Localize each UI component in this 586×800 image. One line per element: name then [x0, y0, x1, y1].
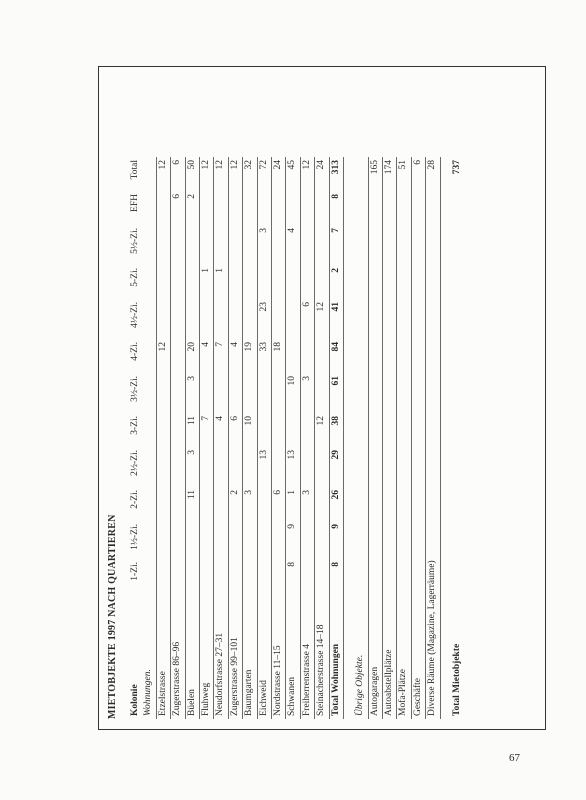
table-cell: [156, 447, 170, 487]
table-cell: [200, 521, 214, 559]
table-cell: 3: [257, 225, 271, 265]
row-label: Nordstrasse 11–15: [272, 593, 286, 719]
table-cell: [272, 265, 286, 299]
table-cell: 1: [200, 265, 214, 299]
table-cell: [300, 265, 314, 299]
table-cell: [228, 373, 242, 413]
page-title: MIETOBJEKTE 1997 NACH QUARTIEREN: [107, 514, 118, 719]
col-header: 3-Zi.: [130, 416, 140, 435]
table-cell: [315, 339, 329, 373]
table-cell: [214, 559, 228, 593]
table-cell: 32: [243, 157, 257, 191]
table-cell: 7: [329, 225, 343, 265]
table-cell: 6: [411, 157, 425, 191]
table-cell: 2: [185, 191, 199, 225]
table-cell: [286, 191, 300, 225]
table-cell: [228, 299, 242, 339]
table-cell: [156, 299, 170, 339]
table-cell: 23: [257, 299, 271, 339]
table-row: [200, 157, 214, 719]
table-cell: [228, 225, 242, 265]
col-header: 4½-Zi.: [130, 302, 140, 328]
table-cell: [171, 559, 185, 593]
col-header: 3½-Zi.: [130, 376, 140, 402]
table-cell: [214, 191, 228, 225]
table-cell: [228, 559, 242, 593]
table-cell: [272, 299, 286, 339]
table-row: [426, 157, 440, 719]
row-label: Etzelstrasse: [156, 593, 170, 719]
table-cell: [171, 339, 185, 373]
row-label: Fluhweg: [200, 593, 214, 719]
table-cell: 20: [185, 339, 199, 373]
table-cell: 1: [286, 487, 300, 521]
row-label: Zugerstrasse 86–96: [171, 593, 185, 719]
table-row: [185, 157, 199, 719]
table-cell: [257, 559, 271, 593]
table-cell: [315, 521, 329, 559]
table-cell: [315, 559, 329, 593]
table-cell: [257, 191, 271, 225]
table-cell: [315, 373, 329, 413]
table-cell: [156, 191, 170, 225]
table-cell: [171, 225, 185, 265]
table-cell: 3: [300, 487, 314, 521]
table-row: [286, 157, 300, 719]
table-cell: [272, 447, 286, 487]
table-cell: 10: [243, 413, 257, 447]
row-label: Steinacherstrasse 14–18: [315, 593, 329, 719]
table-cell: 12: [228, 157, 242, 191]
table-cell: 12: [156, 157, 170, 191]
table-cell: [214, 447, 228, 487]
table-row: [272, 157, 286, 719]
table-cell: 6: [300, 299, 314, 339]
table-cell: [286, 413, 300, 447]
table-row: [214, 157, 228, 719]
col-header: Kolonie: [130, 684, 140, 716]
table-cell: 7: [214, 339, 228, 373]
table-cell: 8: [329, 559, 343, 593]
table-cell: [228, 191, 242, 225]
table-row: [300, 157, 314, 719]
table-cell: [315, 225, 329, 265]
table-cell: [300, 413, 314, 447]
row-label: Büelen: [185, 593, 199, 719]
table-cell: 24: [315, 157, 329, 191]
table-cell: [243, 265, 257, 299]
grand-total-row: [451, 157, 464, 719]
table-cell: [214, 487, 228, 521]
table-cell: [272, 225, 286, 265]
table-cell: 45: [286, 157, 300, 191]
table-cell: [315, 191, 329, 225]
table-cell: 2: [329, 265, 343, 299]
table-cell: 165: [368, 157, 382, 191]
row-label: Mofa-Plätze: [397, 191, 411, 719]
table-cell: [300, 521, 314, 559]
table-row: [228, 157, 242, 719]
table-cell: [272, 413, 286, 447]
table-cell: [185, 265, 199, 299]
table-cell: 12: [300, 157, 314, 191]
section-heading-row: [142, 157, 156, 719]
table-cell: 1: [214, 265, 228, 299]
table-cell: [171, 299, 185, 339]
table-cell: 12: [315, 299, 329, 339]
table-cell: [171, 373, 185, 413]
table-cell: 313: [329, 157, 343, 191]
table-cell: [200, 447, 214, 487]
table-cell: [272, 373, 286, 413]
table-cell: [300, 447, 314, 487]
table-cell: [243, 191, 257, 225]
table-cell: [171, 447, 185, 487]
row-label: Schwanen: [286, 593, 300, 719]
col-header: 1-Zi.: [130, 562, 140, 581]
table-cell: 4: [200, 339, 214, 373]
table-cell: [257, 521, 271, 559]
table-cell: [171, 265, 185, 299]
col-header: 2½-Zi.: [130, 450, 140, 476]
table-cell: 6: [171, 157, 185, 191]
table-cell: [300, 339, 314, 373]
table-cell: 12: [156, 339, 170, 373]
table-cell: [315, 447, 329, 487]
table-row: [368, 157, 382, 719]
table-cell: [228, 265, 242, 299]
col-header: Total: [130, 160, 140, 180]
table-cell: [200, 487, 214, 521]
section-heading: Wohnungen.: [142, 157, 156, 719]
table-cell: [300, 559, 314, 593]
table-cell: 12: [200, 157, 214, 191]
table-cell: 11: [185, 487, 199, 521]
table-cell: [156, 265, 170, 299]
table-cell: 61: [329, 373, 343, 413]
table-cell: 6: [272, 487, 286, 521]
table-cell: [228, 521, 242, 559]
table-cell: 4: [286, 225, 300, 265]
table-cell: [257, 265, 271, 299]
table-row: [411, 157, 425, 719]
table-cell: [243, 373, 257, 413]
table-row: [156, 157, 170, 719]
table-cell: 19: [243, 339, 257, 373]
row-label: Eichweid: [257, 593, 271, 719]
table-cell: [200, 225, 214, 265]
document-frame: [98, 66, 546, 730]
header-row: [129, 157, 142, 719]
table-cell: 18: [272, 339, 286, 373]
table-cell: 3: [185, 373, 199, 413]
table-cell: 12: [315, 413, 329, 447]
table-cell: [243, 299, 257, 339]
table-cell: 4: [228, 339, 242, 373]
table-cell: 13: [257, 447, 271, 487]
table-cell: 174: [382, 157, 396, 191]
row-label: Total Wohnungen: [329, 593, 343, 719]
table-cell: [185, 521, 199, 559]
table-row: [243, 157, 257, 719]
table-cell: [272, 559, 286, 593]
table-cell: [185, 299, 199, 339]
table-cell: [300, 191, 314, 225]
table-row: [171, 157, 185, 719]
table-cell: [243, 521, 257, 559]
table-cell: 8: [329, 191, 343, 225]
table-cell: [156, 225, 170, 265]
table-cell: [257, 487, 271, 521]
table-cell: 41: [329, 299, 343, 339]
table-cell: 72: [257, 157, 271, 191]
table-cell: 7: [200, 413, 214, 447]
table-cell: [200, 373, 214, 413]
table-cell: [214, 521, 228, 559]
table-cell: [156, 559, 170, 593]
section-heading-row: [354, 157, 368, 719]
table-cell: [156, 413, 170, 447]
table-cell: [214, 225, 228, 265]
table-cell: 11: [185, 413, 199, 447]
table-cell: 2: [228, 487, 242, 521]
table-cell: [156, 373, 170, 413]
col-header: 4-Zi.: [130, 342, 140, 361]
table-cell: [243, 447, 257, 487]
table-cell: [156, 521, 170, 559]
row-label: Zugerstrasse 99–101: [228, 593, 242, 719]
table-cell: [300, 225, 314, 265]
table-cell: 51: [397, 157, 411, 191]
table-row: [382, 157, 396, 719]
table-cell: 4: [214, 413, 228, 447]
table-cell: 28: [426, 157, 440, 191]
row-label: Total Mietobjekte: [451, 643, 462, 716]
table-row: [397, 157, 411, 719]
col-header: 2-Zi.: [130, 490, 140, 509]
table-row: [257, 157, 271, 719]
table-cell: [200, 559, 214, 593]
table-cell: [200, 299, 214, 339]
table-cell: [171, 413, 185, 447]
section-heading: Übrige Objekte.: [354, 157, 368, 719]
table-cell: [286, 265, 300, 299]
table-cell: [185, 225, 199, 265]
table-cell: 8: [286, 559, 300, 593]
table-cell: [286, 339, 300, 373]
col-header: EFH: [130, 194, 140, 212]
total-row: [329, 157, 343, 719]
table-cell: [315, 265, 329, 299]
row-label: Neudorfstrasse 27–31: [214, 593, 228, 719]
row-label: Baumgarten: [243, 593, 257, 719]
table-cell: 3: [300, 373, 314, 413]
row-label: Freiherrenstrasse 4: [300, 593, 314, 719]
table-cell: [257, 373, 271, 413]
table-cell: [243, 225, 257, 265]
table-cell: [171, 487, 185, 521]
table-cell: 6: [228, 413, 242, 447]
table-cell: 737: [451, 160, 462, 175]
table-cell: [214, 373, 228, 413]
table-cell: 33: [257, 339, 271, 373]
table-cell: [228, 447, 242, 487]
table-cell: 9: [329, 521, 343, 559]
row-label: Autoabstellplätze: [382, 191, 396, 719]
table-cell: [214, 299, 228, 339]
table-cell: 6: [171, 191, 185, 225]
table-cell: 3: [243, 487, 257, 521]
table-cell: [171, 521, 185, 559]
table-row: [315, 157, 329, 719]
col-header: 5-Zi.: [130, 268, 140, 287]
table-cell: 12: [214, 157, 228, 191]
table-cell: 13: [286, 447, 300, 487]
table-cell: [185, 559, 199, 593]
table-cell: 38: [329, 413, 343, 447]
rotated-table-page: [99, 67, 545, 729]
table-cell: 84: [329, 339, 343, 373]
row-label: Diverse Räume (Magazine, Lagerräume): [426, 191, 440, 719]
table-cell: 10: [286, 373, 300, 413]
table-cell: [315, 487, 329, 521]
table-cell: 9: [286, 521, 300, 559]
table-cell: [272, 521, 286, 559]
table-cell: 24: [272, 157, 286, 191]
table-cell: 50: [185, 157, 199, 191]
rental-objects-table: [129, 157, 464, 719]
table-cell: 3: [185, 447, 199, 487]
table-cell: [156, 487, 170, 521]
page-number: 67: [509, 752, 520, 764]
table-cell: [257, 413, 271, 447]
table-cell: 26: [329, 487, 343, 521]
row-label: Geschäfte: [411, 191, 425, 719]
table-cell: [272, 191, 286, 225]
table-cell: [286, 299, 300, 339]
col-header: 1½-Zi.: [130, 524, 140, 550]
table-cell: [200, 191, 214, 225]
table-cell: [243, 559, 257, 593]
row-label: Autogaragen: [368, 191, 382, 719]
col-header: 5½-Zi.: [130, 228, 140, 254]
table-cell: 29: [329, 447, 343, 487]
